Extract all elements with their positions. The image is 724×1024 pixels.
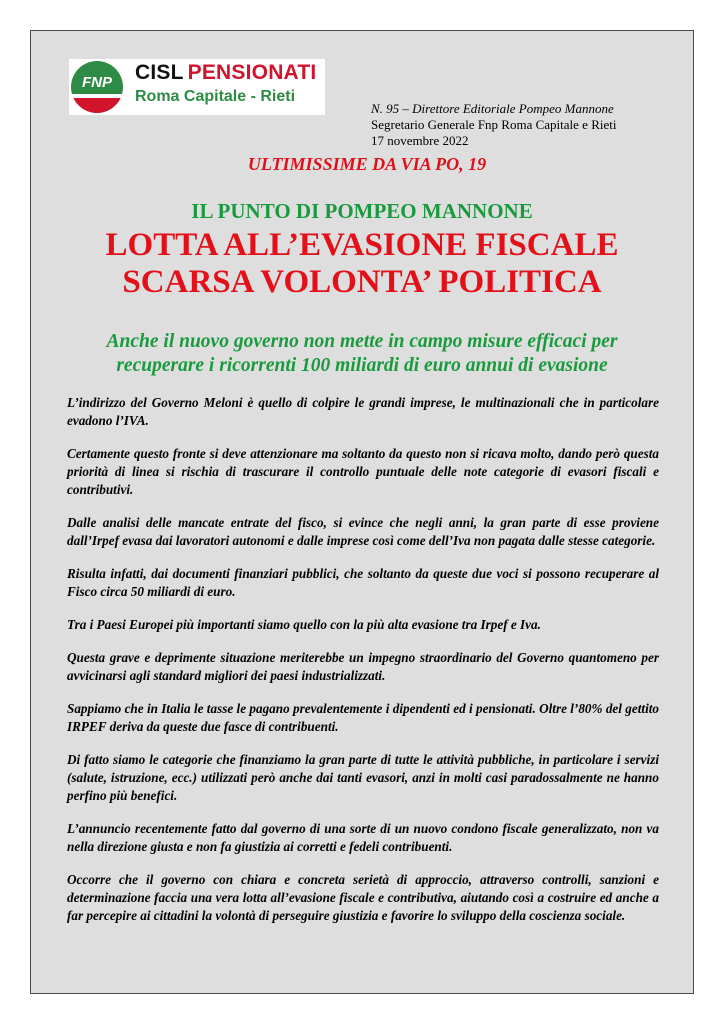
subheadline-line-2: recuperare i ricorrenti 100 miliardi di euro annui di evasione <box>116 355 608 376</box>
headline <box>31 227 693 301</box>
logo-brand-cisl: CISL <box>135 61 184 84</box>
newsletter-page <box>30 30 694 994</box>
article-body <box>67 394 659 940</box>
paragraph: L’indirizzo del Governo Meloni è quello di colpire le grandi imprese, le multinazionali che in particolare evadono l’IVA. <box>67 395 659 428</box>
kicker: ULTIMISSIME DA VIA PO, 19 <box>247 154 487 174</box>
paragraph: L’annuncio recentemente fatto dal governo di una sorte di un nuovo condono fiscale generalizzato, non va nella direzione giusta e non fa giustizia ai corretti e fedeli contribuenti. <box>67 821 659 854</box>
date-line: 17 novembre 2022 <box>371 133 469 148</box>
byline: IL PUNTO DI POMPEO MANNONE <box>191 199 533 223</box>
headline-line-2: SCARSA VOLONTA’ POLITICA <box>122 264 602 300</box>
logo-mark: FNP <box>82 74 112 91</box>
paragraph: Tra i Paesi Europei più importanti siamo quello con la più alta evasione tra Irpef e Iva. <box>67 617 541 632</box>
fnp-logo-icon <box>70 60 124 114</box>
paragraph: Di fatto siamo le categorie che finanziamo la gran parte di tutte le attività pubbliche, in particolare i servizi (salute, istruzione, ecc.) utilizzati però anche dai tanti evasori, anzi in molti casi paradossalmente ne hanno perfino più benefici. <box>67 752 659 803</box>
logo-brand <box>135 61 316 85</box>
paragraph: Occorre che il governo con chiara e concreta serietà di approccio, attraverso controlli, sanzioni e determinazione faccia una vera lotta all’evasione fiscale e contributiva, aiutando così a costruire ed anche a far percepire ai cittadini la volontà di perseguire giustizia e favorire lo sviluppo della coscienza sociale. <box>67 872 659 923</box>
subheadline-line-1: Anche il nuovo governo non mette in campo misure efficaci per <box>106 331 618 352</box>
paragraph: Sappiamo che in Italia le tasse le pagano prevalentemente i dipendenti ed i pensionati. Oltre l’80% del gettito IRPEF deriva da queste due fasce di contribuenti. <box>67 701 659 734</box>
cisl-pensionati-logo <box>69 59 325 115</box>
masthead <box>371 101 616 149</box>
logo-brand-pensionati: PENSIONATI <box>187 61 317 84</box>
paragraph: Risulta infatti, dai documenti finanziari pubblici, che soltanto da queste due voci si possono recuperare al Fisco circa 50 miliardi di euro. <box>67 566 659 599</box>
paragraph: Dalle analisi delle mancate entrate del fisco, si evince che negli anni, la gran parte di esse proviene dall’Irpef evasa dai lavoratori autonomi e dalle imprese così come dell’Iva non pagata dalle stesse categorie. <box>67 515 659 548</box>
issue-line: N. 95 – Direttore Editoriale Pompeo Mannone <box>371 101 614 116</box>
paragraph: Certamente questo fronte si deve attenzionare ma soltanto da questo non si ricava molto, dando però questa priorità di linea si rischia di trascurare il controllo puntuale delle note categorie di evasori fiscali e contributivi. <box>67 446 659 497</box>
logo-region: Roma Capitale - Rieti <box>135 88 296 105</box>
headline-line-1: LOTTA ALL’EVASIONE FISCALE <box>105 227 619 263</box>
paragraph: Questa grave e deprimente situazione meriterebbe un impegno straordinario del Governo quantomeno per avvicinarsi agli standard migliori dei paesi industrializzati. <box>67 650 659 683</box>
subheadline <box>31 330 693 378</box>
role-line: Segretario Generale Fnp Roma Capitale e Rieti <box>371 117 617 132</box>
